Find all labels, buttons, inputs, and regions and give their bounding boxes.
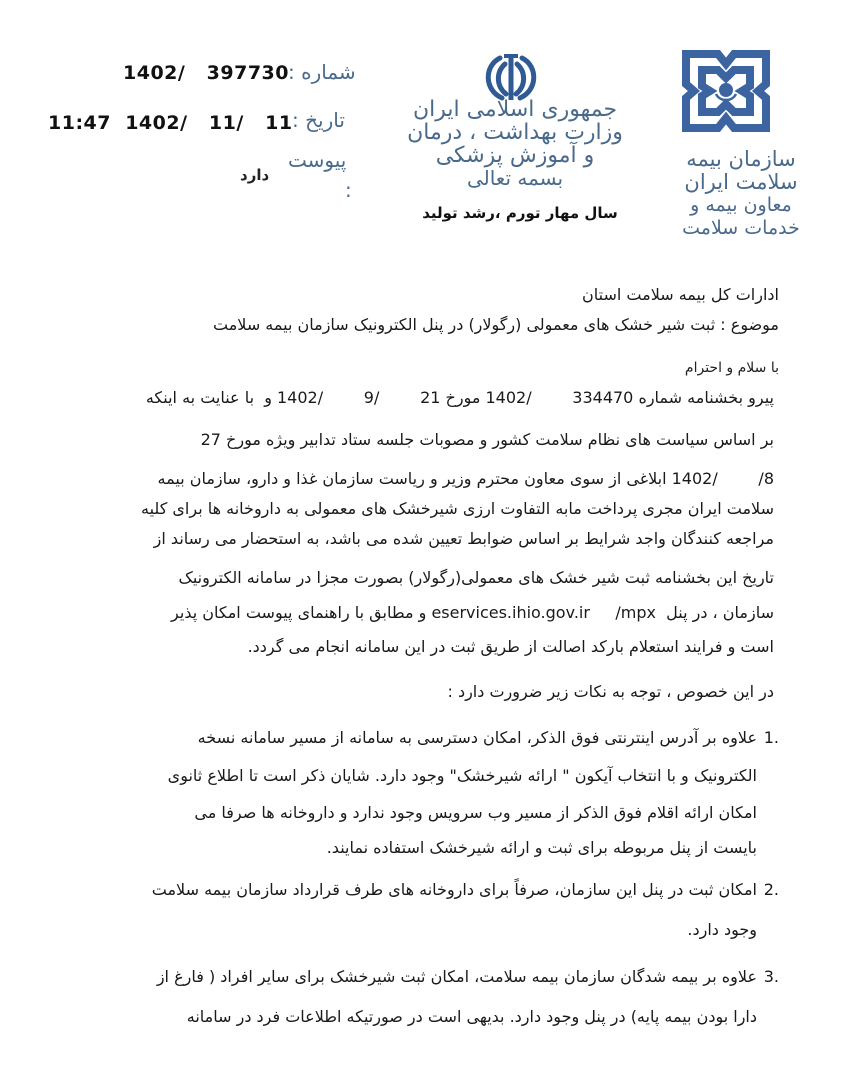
note-line: دارا بودن بیمه پایه) در پنل وجود دارد. بدیهی است در صورتیکه اطلاعات فرد در سامانه	[186, 1007, 757, 1026]
org-line: خدمات سلامت	[682, 217, 800, 239]
note-number: 2.	[763, 880, 779, 899]
paragraph-line: 8/ /1402 ابلاغی از سوی معاون محترم وزیر و ریاست سازمان غذا و دارو، سازمان بیمه	[157, 469, 774, 488]
paragraph-line-with-url: سازمان ، در پنل eservices.ihio.gov.ir /mpx و مطابق با راهنمای پیوست امکان پذیر	[171, 603, 774, 622]
number-label: شماره :	[288, 60, 356, 84]
paragraph-line: مراجعه کنندگان واجد شرایط بر اساس ضوابط تعیین شده می باشد، به استحضار می رساند از	[153, 529, 774, 548]
paragraph-line: پیرو بخشنامه شماره 334470 /1402 مورخ 21 /9 /1402 و با عنایت به اینکه	[145, 388, 774, 407]
note-line: علاوه بر آدرس اینترنتی فوق الذکر، امکان دسترسی به سامانه از مسیر سامانه نسخه	[197, 728, 757, 747]
subject: موضوع : ثبت شیر خشک های معمولی (رگولار) در پنل الکترونیک سازمان بیمه سلامت	[212, 315, 779, 334]
note-number: 3.	[763, 967, 779, 986]
bismillah: بسمه تعالی	[466, 166, 564, 190]
note-line: وجود دارد.	[687, 920, 757, 939]
attachment-label: پیوست	[288, 148, 347, 172]
greeting: با سلام و احترام	[684, 360, 779, 376]
paragraph-line: است و فرایند استعلام بارکد اصالت از طریق ثبت در این سامانه انجام می گردد.	[247, 637, 774, 656]
recipient: ادارات کل بیمه سلامت استان	[582, 285, 779, 304]
organization-name	[656, 148, 826, 240]
ministry-line: جمهوری اسلامی ایران	[412, 97, 618, 122]
attachment-value: دارد	[240, 166, 270, 184]
year-slogan: سال مهار تورم ،رشد تولید	[422, 204, 618, 222]
note-line: امکان ثبت در پنل این سازمان، صرفاً برای داروخانه های طرف قرارداد سازمان بیمه سلامت	[151, 880, 757, 899]
paragraph-line: سلامت ایران مجری پرداخت مابه التفاوت ارزی شیرخشک های معمولی به داروخانه ها برای کلیه	[141, 499, 774, 518]
iran-emblem-icon	[476, 50, 546, 102]
attachment-colon: :	[345, 178, 352, 202]
org-line: سلامت ایران	[684, 170, 798, 194]
org-line: سازمان بیمه	[686, 147, 796, 171]
note-number: 1.	[763, 728, 779, 747]
ministry-line: وزارت بهداشت ، درمان	[407, 120, 623, 145]
ministry-name	[395, 98, 635, 190]
ihio-logo-icon	[680, 48, 772, 134]
notes-intro: در این خصوص ، توجه به نکات زیر ضرورت دارد :	[447, 682, 774, 701]
letter-number: 1402/ 397730	[123, 62, 289, 84]
note-line: بایست از پنل مربوطه برای ثبت و ارائه شیرخشک استفاده نمایند.	[326, 838, 757, 857]
note-line: علاوه بر بیمه شدگان سازمان بیمه سلامت، امکان ثبت شیرخشک برای سایر افراد ( فارغ از	[156, 967, 757, 986]
letter-date: 11:47 1402/ 11/ 11	[48, 112, 293, 134]
org-line: معاون بیمه و	[690, 194, 792, 216]
note-line: الکترونیک و با انتخاب آیکون " ارائه شیرخشک" وجود دارد. شایان ذکر است تا اطلاع ثانوی	[167, 766, 757, 785]
date-label: تاریخ :	[292, 108, 345, 132]
paragraph-line: بر اساس سیاست های نظام سلامت کشور و مصوبات جلسه ستاد تدابیر ویژه مورخ 27	[200, 430, 774, 449]
note-line: امکان ارائه اقلام فوق الذکر از مسیر وب سرویس وجود ندارد و داروخانه ها صرفا می	[194, 803, 757, 822]
paragraph-line: تاریخ این بخشنامه ثبت شیر خشک های معمولی(رگولار) بصورت مجزا در سامانه الکترونیک	[178, 568, 774, 587]
ministry-line: و آموزش پزشکی	[435, 143, 595, 168]
